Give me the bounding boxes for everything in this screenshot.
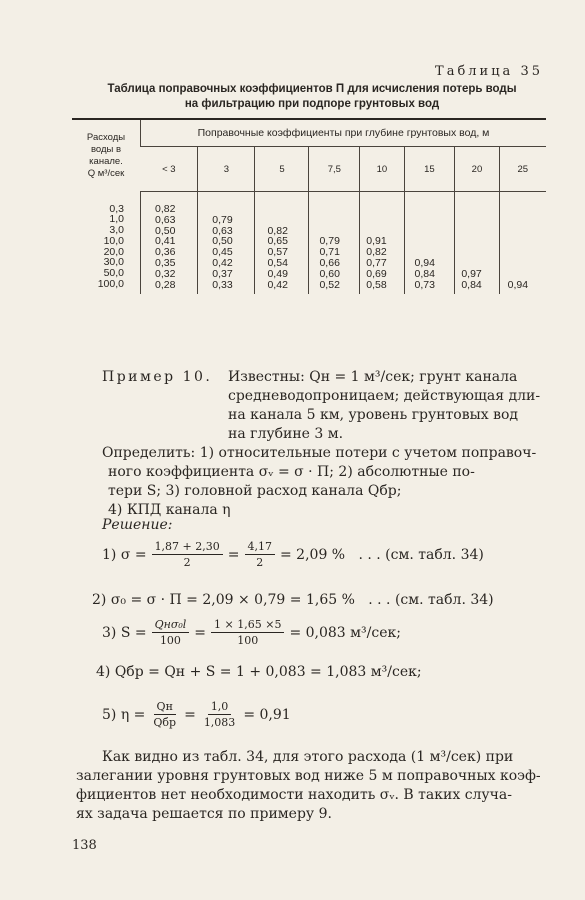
coef-column-20: 0,97 0,84: [455, 192, 499, 295]
coef-column-15: 0,94 0,84 0,73: [404, 192, 455, 295]
row-header-discharge: Расходы воды в канале. Q м³/сек: [72, 119, 141, 192]
coef-column-3: 0,79 0,63 0,50 0,45 0,42 0,37 0,33: [198, 192, 255, 295]
solution-label: Решение:: [102, 517, 173, 533]
depth-header: 5: [255, 147, 309, 192]
example-label: Пример 10.: [102, 369, 213, 385]
page-number: 138: [72, 838, 97, 853]
coef-column-25: 0,94: [499, 192, 546, 295]
example-find: Определить: 1) относительные потери с учетом поправоч- ного коэффициента σᵥ = σ · П; 2) абсолютные по- тери S; 3) головной расход канала Qбр; 4) КПД канала η: [102, 445, 537, 518]
depth-header: < 3: [141, 147, 198, 192]
depth-header: 7,5: [309, 147, 360, 192]
example-given: Известны: Qн = 1 м³/сек; грунт канала средневодопроницаем; действующая дли- на канала 5 км, уровень грунтовых вод на глубине 3 м.: [228, 369, 541, 442]
conclusion-paragraph: Как видно из табл. 34, для этого расхода (1 м³/сек) при залегании уровня грунтовых вод ниже 5 м поправочных коэф- фициентов нет необходимости находить σᵥ. В таких случа- ях задача решается по примеру 9.: [76, 749, 541, 822]
equation-4: 4) Qбр = Qн + S = 1 + 0,083 = 1,083 м³/сек;: [96, 664, 422, 680]
equation-1: 1) σ = $\frac{1,87 + 2,30}{2}$ = $\frac{4,17}{2}$ = 2,09 % . . . (см. табл. 34): [102, 540, 484, 569]
coef-column-lt3: 0,82 0,63 0,50 0,41 0,36 0,35 0,32 0,28: [141, 192, 198, 295]
table-title: Таблица поправочных коэффициентов П для исчисления потерь воды на фильтрацию при подпоре грунтовых вод: [107, 83, 517, 110]
discharge-column: 0,3 1,0 3,0 10,0 20,0 30,0 50,0 100,0: [97, 202, 124, 291]
depth-header: 20: [455, 147, 499, 192]
coef-column-7-5: 0,79 0,71 0,66 0,60 0,52: [309, 192, 360, 295]
depth-span-header: Поправочные коэффициенты при глубине грунтовых вод, м: [141, 119, 547, 147]
depth-header: 15: [404, 147, 455, 192]
coef-column-10: 0,91 0,82 0,77 0,69 0,58: [360, 192, 404, 295]
depth-header: 25: [499, 147, 546, 192]
equation-3: 3) S = $\frac{\text{Qнσ₀l}}{100}$ = $\frac{1 \times 1,65 \times 5}{100}$ = 0,083 м³/сек;: [102, 618, 401, 647]
equation-2: 2) σ₀ = σ · П = 2,09 × 0,79 = 1,65 % . . . (см. табл. 34): [92, 592, 494, 608]
depth-header: 3: [198, 147, 255, 192]
depth-header: 10: [360, 147, 404, 192]
table-number: Таблица 35: [435, 64, 543, 79]
correction-coefficients-table: [72, 118, 546, 294]
equation-5: 5) η = $\frac{Qн}{\text{Qбр}}$ = $\frac{1,0}{1,083}$ = 0,91: [102, 700, 291, 729]
table-body-row: [72, 192, 546, 295]
coef-column-5: 0,82 0,65 0,57 0,54 0,49 0,42: [255, 192, 309, 295]
